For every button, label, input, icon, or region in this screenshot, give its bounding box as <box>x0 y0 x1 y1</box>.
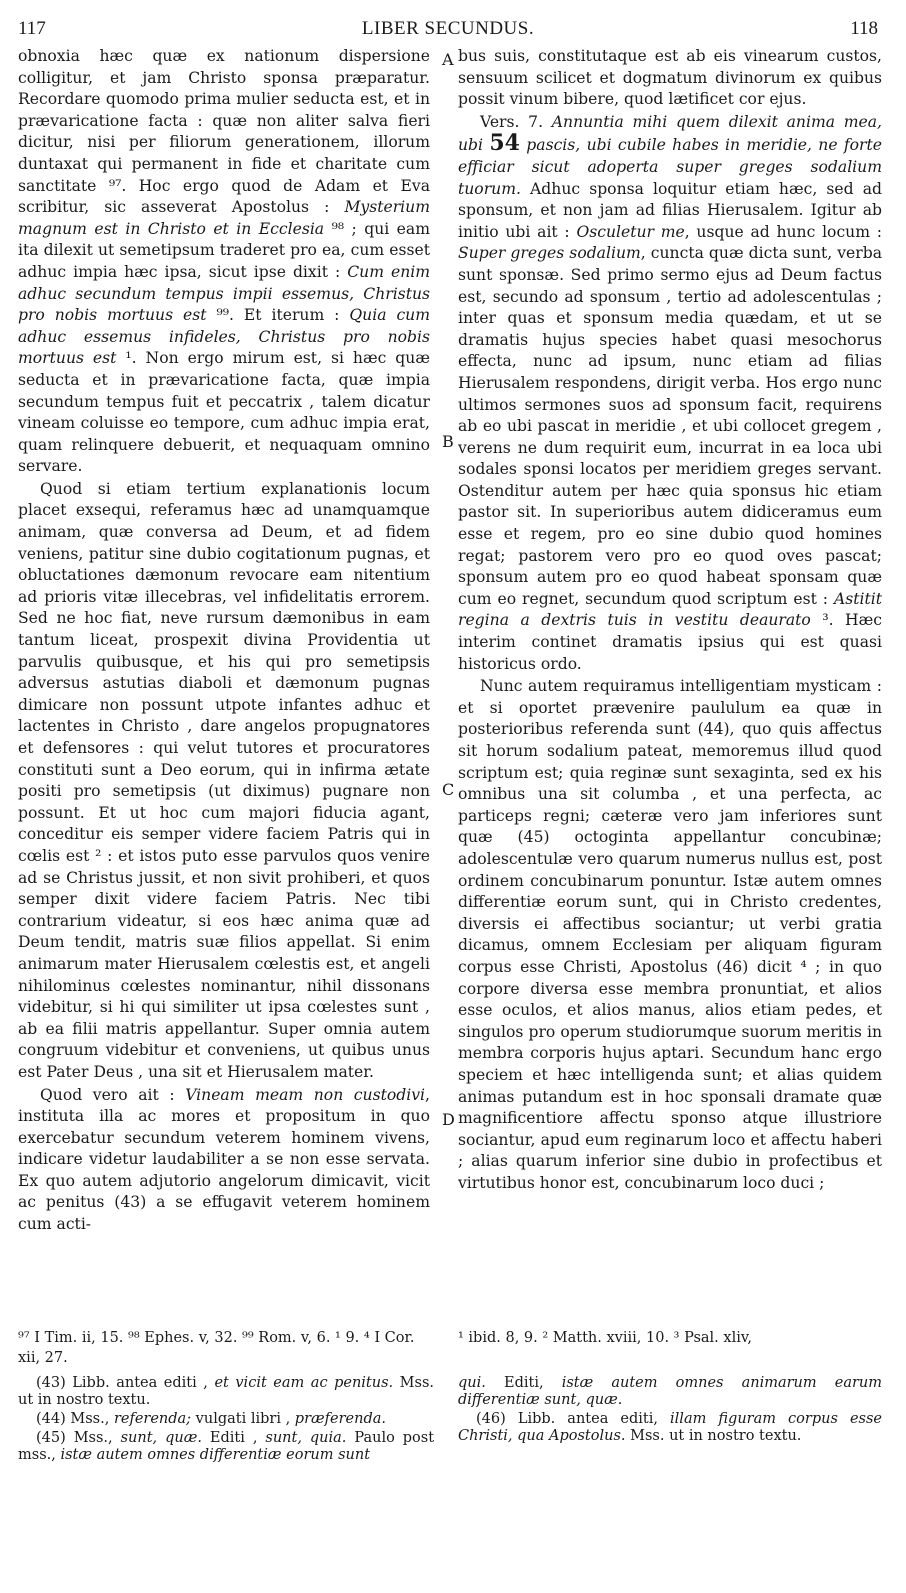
margin-mark-b: B <box>442 432 454 451</box>
running-header <box>18 18 878 40</box>
margin-mark-c: C <box>442 780 455 799</box>
page-number-right: 118 <box>850 18 878 39</box>
verse-label: Vers. 7. <box>480 112 544 131</box>
note-46: (46) Libb. antea editi, illam figuram corpus esse Christi, qua Apostolus. Mss. ut in nostro textu. <box>458 1411 882 1444</box>
right-paragraph-2: Vers. 7. Annuntia mihi quem dilexit anima mea, ubi 54 pascis, ubi cubile habes in meridie, ne forte efficiar sicut adoperta super greges sodalium tuorum. Adhuc sponsa loquitur etiam hæc, sed ad sponsum, et non jam ad filias Hierusalem. Igitur ab initio ubi ait : Osculetur me, usque ad hunc locum : Super greges sodalium, cuncta quæ dicta sunt, verba sunt sponsæ. Sed primo sermo ejus ad Deum factus est, secundo ad sponsum , tertio ad adolescentulas ; inter quas et sponsum media quædam, et ut se dramatis hujus species habet quasi mesochorus effecta, nunc ad ipsum, nunc etiam ad filias Hierusalem respondens, dirigit verba. Hos ergo nunc ultimos sermones suos ad sponsum facit, requirens ab eo ubi pascat in meridie , et ubi collocet gregem , verens ne dum requirit eum, incurrat in ea loca ubi sodales sponsi locatos per meridiem greges servant. Ostenditur autem per hæc quia sponsus hic etiam pastor sit. In superioribus autem didiceramus eum esse et regem, pro eo sine dubio quod homines regat; pastorem vero pro eo quod oves pascat; sponsum autem pro eo quod habeat sponsam quæ cum eo regnet, secundum quod scriptum est : Astitit regina a dextris tuis in vestitu deaurato ³. Hæc interim continet dramatis ipsius qui est quasi historicus ordo. <box>458 112 883 673</box>
left-column <box>18 46 430 1237</box>
note-44: (44) Mss., referenda; vulgati libri , præferenda. <box>36 1411 386 1427</box>
footnote-references-right: ¹ ibid. 8, 9. ² Matth. xviii, 10. ³ Psal. xliv, <box>458 1330 752 1346</box>
left-paragraph-3: Quod vero ait : Vineam meam non custodivi, instituta illa ac mores et propositum in quo exercebatur secundum veterem hominem vivens, indicare videtur laudabiliter a se non esse servata. Ex quo autem adjutorio angelorum dimicavit, vicit ac penitus (43) a se effugavit veterem hominem cum acti- <box>18 1085 430 1234</box>
note-43: (43) Libb. antea editi , et vicit eam ac penitus. Mss. ut in nostro textu. <box>18 1375 435 1408</box>
left-paragraph-1: obnoxia hæc quæ ex nationum dispersione colligitur, et jam Christo sponsa præparatur. Recordare quomodo prima mulier seducta est, et in prævaricatione facta : quæ non aliter salva fieri dicitur, nisi per filiorum generationem, illorum duntaxat qui permanent in fide et charitate cum sanctitate ⁹⁷. Hoc ergo quod de Adam et Eva scribitur, sic asseverat Apostolus : Mysterium magnum est in Christo et in Ecclesia ⁹⁸ ; qui eam ita dilexit ut semetipsum traderet pro ea, cum esset adhuc impia hæc ipsa, sicut ipse dixit : Cum enim adhuc secundum tempus impii essemus, Christus pro nobis mortuus est ⁹⁹. Et iterum : Quia cum adhuc essemus infideles, Christus pro nobis mortuus est ¹. Non ergo mirum est, si hæc quæ seducta et in prævaricatione facta, quæ impia secundum tempus fuit et peccatrix , talem dicatur vineam coluisse eo tempore, cum adhuc impia erat, quam relinquere debuerit, et nequaquam omnino servare. <box>18 47 431 476</box>
editorial-notes-right <box>458 1375 882 1447</box>
margin-mark-a: A <box>442 50 454 69</box>
note-45: (45) Mss., sunt, quæ. Editi , sunt, quia. Paulo post mss., istæ autem omnes differentiæ eorum sunt <box>18 1430 435 1463</box>
page-number-left: 117 <box>18 18 46 39</box>
right-paragraph-1: bus suis, constitutaque est ab eis vinearum custos, sensuum scilicet et dogmatum divinorum ex quibus possit vinum bibere, quod lætificet cor ejus. <box>458 47 882 109</box>
right-paragraph-3: Nunc autem requiramus intelligentiam mysticam : et si oportet prævenire paululum ea quæ in posterioribus referenda sunt (44), quo quis affectus sit horum sodalium pateat, memoremus illud quod scriptum est; quia reginæ sunt sexaginta, sed ex his omnibus una sit columba , et una perfecta, ac particeps regni; cæteræ vero jam inferiores sunt quæ (45) octoginta appellantur concubinæ; adolescentulæ vero quarum numerus nullus est, post ordinem concubinarum ponuntur. Istæ autem omnes differentiæ eorum sunt, qui in Christo credentes, diversis ei affectibus sociantur; ut verbi gratia dicamus, omnem Ecclesiam per aliquam figuram corpus esse Christi, Apostolus (46) dicit ⁴ ; in quo corpore diversa esse membra pronuntiat, et alios esse oculos, et alios manus, alios etiam pedes, et singulos pro operum studiorumque suorum meritis in membra corporis hujus aptari. Secundum hanc ergo speciem et hæc intelligenda sunt; et alias quidem animas putandum est in hoc sponsali dramate quæ magnificentiore affectu sponso atque illustriore sociantur, apud eum reginarum loco et affectu haberi ; alias quarum inferior sine dubio in profectibus et virtutibus honor est, concubinarum loco duci ; <box>458 677 882 1192</box>
editorial-notes-left <box>18 1375 434 1466</box>
footnote-references-left: ⁹⁷ I Tim. ii, 15. ⁹⁸ Ephes. v, 32. ⁹⁹ Rom. v, 6. ¹ 9. ⁴ I Cor. xii, 27. <box>18 1330 415 1366</box>
margin-section-number: 54 <box>489 130 520 157</box>
right-column <box>458 46 882 1195</box>
note-45-continued: qui. Editi, istæ autem omnes animarum earum differentiæ sunt, quæ. <box>458 1375 882 1408</box>
running-title: LIBER SECUNDUS. <box>361 18 535 39</box>
left-paragraph-2: Quod si etiam tertium explanationis locum placet exsequi, referamus hæc ad unamquamque animam, quæ conversa ad Deum, et ad fidem veniens, patitur sine dubio cogitationum pugnas, et obluctationes dæmonum revocare eam nitentium ad prioris vitæ illecebras, vel infidelitatis errorem. Sed ne hoc fiat, neve rursum dæmonibus in eam tantum liceat, prospexit divina Providentia ut parvulis quibusque, et his qui pro semetipsis adversus astutias diaboli et dæmonum pugnas dimicare non possunt utpote infantes adhuc et lactentes in Christo , dare angelos propugnatores et defensores : qui velut tutores et procuratores constituti sunt a Deo eorum, qui in infirma ætate positi pro semetipsis (ut diximus) pugnare non possunt. Et ut hoc cum majori fiducia agant, conceditur eis semper videre faciem Patris qui in cœlis est ² : et istos puto esse parvulos quos venire ad se Christus jussit, et non sivit prohiberi, et quos semper dixit videre faciem Patris. Nec tibi contrarium videatur, si eos hæc anima quæ ad Deum tendit, matris suæ filios appellat. Si enim animarum mater Hierusalem cœlestis est, et angeli nihilominus cœlestes nominantur, nihil dissonans videbitur, si hi qui similiter ut ipsa cœlestes sunt , ab ea filii matris appellantur. Super omnia autem congruum videbitur et conveniens, ut quibus unus est Pater Deus , una sit et Hierusalem mater. <box>18 479 430 1081</box>
margin-mark-d: D <box>442 1110 455 1129</box>
